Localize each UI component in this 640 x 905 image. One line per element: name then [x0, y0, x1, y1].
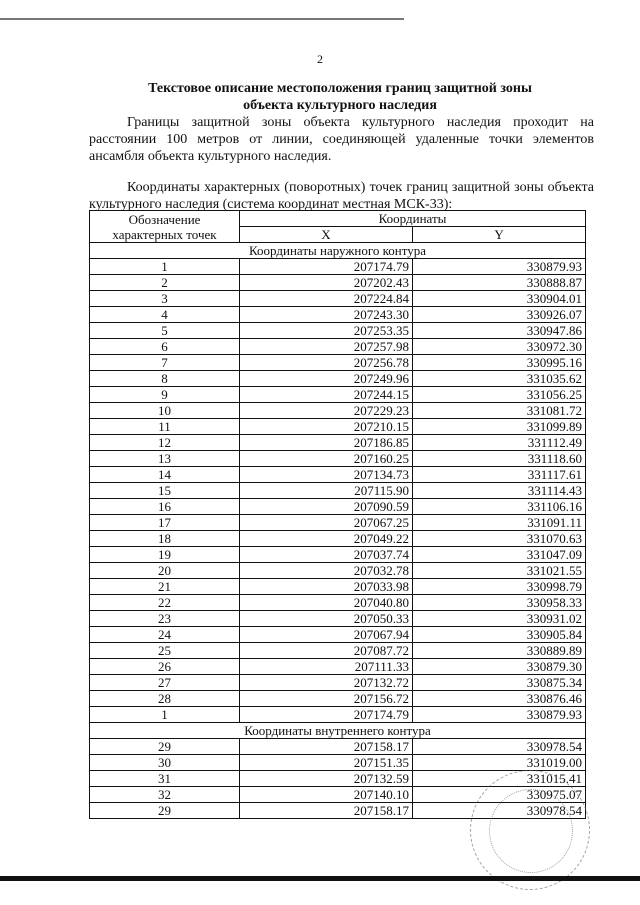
coordinates-intro: Координаты характерных (поворотных) точек границ защитной зоны объекта культурного наследия (система координат местная МСК-33): — [89, 180, 594, 212]
table-row — [90, 451, 586, 467]
header-row — [90, 211, 586, 227]
table-row — [90, 659, 586, 675]
header-designation: Обозначение характерных точек — [90, 211, 240, 243]
coord-y: 330998.79 — [413, 579, 586, 595]
coord-y: 330972.30 — [413, 339, 586, 355]
section-title-row — [90, 243, 586, 259]
point-number: 7 — [90, 355, 240, 371]
table-row — [90, 675, 586, 691]
coordinates-table — [89, 210, 586, 819]
scan-top-line — [0, 18, 404, 20]
coord-y: 330879.93 — [413, 259, 586, 275]
coord-x: 207037.74 — [240, 547, 413, 563]
table-row — [90, 707, 586, 723]
point-number: 29 — [90, 803, 240, 819]
coord-y: 330879.93 — [413, 707, 586, 723]
coord-x: 207256.78 — [240, 355, 413, 371]
table-row — [90, 355, 586, 371]
table-row — [90, 387, 586, 403]
point-number: 24 — [90, 627, 240, 643]
table-row — [90, 419, 586, 435]
table-row — [90, 755, 586, 771]
table-row — [90, 739, 586, 755]
coord-x: 207186.85 — [240, 435, 413, 451]
coord-x: 207132.59 — [240, 771, 413, 787]
coord-y: 330995.16 — [413, 355, 586, 371]
coord-y: 331015.41 — [413, 771, 586, 787]
coord-x: 207049.22 — [240, 531, 413, 547]
table-row — [90, 531, 586, 547]
coord-x: 207050.33 — [240, 611, 413, 627]
table-row — [90, 307, 586, 323]
coord-y: 331019.00 — [413, 755, 586, 771]
point-number: 19 — [90, 547, 240, 563]
coord-y: 330931.02 — [413, 611, 586, 627]
official-seal-stamp — [470, 770, 590, 890]
coord-x: 207174.79 — [240, 259, 413, 275]
coord-x: 207202.43 — [240, 275, 413, 291]
coord-x: 207033.98 — [240, 579, 413, 595]
table-row — [90, 291, 586, 307]
title-line-1: Текстовое описание местоположения границ защитной зоны — [148, 81, 532, 96]
coord-y: 330875.34 — [413, 675, 586, 691]
header-y: Y — [413, 227, 586, 243]
coord-x: 207257.98 — [240, 339, 413, 355]
coord-y: 330905.84 — [413, 627, 586, 643]
coord-x: 207115.90 — [240, 483, 413, 499]
coord-y: 330876.46 — [413, 691, 586, 707]
table-row — [90, 691, 586, 707]
point-number: 8 — [90, 371, 240, 387]
coord-y: 331035.62 — [413, 371, 586, 387]
coord-y: 330888.87 — [413, 275, 586, 291]
coord-x: 207160.25 — [240, 451, 413, 467]
point-number: 28 — [90, 691, 240, 707]
coord-y: 330879.30 — [413, 659, 586, 675]
point-number: 31 — [90, 771, 240, 787]
point-number: 18 — [90, 531, 240, 547]
point-number: 9 — [90, 387, 240, 403]
table-row — [90, 515, 586, 531]
table-row — [90, 435, 586, 451]
point-number: 6 — [90, 339, 240, 355]
coord-x: 207040.80 — [240, 595, 413, 611]
table-row — [90, 563, 586, 579]
point-number: 22 — [90, 595, 240, 611]
title-line-2: объекта культурного наследия — [243, 98, 437, 113]
point-number: 1 — [90, 707, 240, 723]
header-x: X — [240, 227, 413, 243]
point-number: 12 — [90, 435, 240, 451]
coord-x: 207067.25 — [240, 515, 413, 531]
point-number: 30 — [90, 755, 240, 771]
table-row — [90, 259, 586, 275]
coord-y: 331070.63 — [413, 531, 586, 547]
coord-x: 207032.78 — [240, 563, 413, 579]
point-number: 27 — [90, 675, 240, 691]
coord-x: 207090.59 — [240, 499, 413, 515]
point-number: 16 — [90, 499, 240, 515]
point-number: 23 — [90, 611, 240, 627]
coord-x: 207156.72 — [240, 691, 413, 707]
table-row — [90, 627, 586, 643]
point-number: 14 — [90, 467, 240, 483]
coord-x: 207229.23 — [240, 403, 413, 419]
coord-x: 207111.33 — [240, 659, 413, 675]
point-number: 20 — [90, 563, 240, 579]
coord-x: 207243.30 — [240, 307, 413, 323]
coord-x: 207253.35 — [240, 323, 413, 339]
point-number: 17 — [90, 515, 240, 531]
coord-y: 330889.89 — [413, 643, 586, 659]
coord-y: 331112.49 — [413, 435, 586, 451]
coord-x: 207132.72 — [240, 675, 413, 691]
coord-x: 207151.35 — [240, 755, 413, 771]
point-number: 32 — [90, 787, 240, 803]
coord-y: 330975.07 — [413, 787, 586, 803]
coord-y: 331021.55 — [413, 563, 586, 579]
header-coordinates: Координаты — [240, 211, 586, 227]
table-row — [90, 547, 586, 563]
coord-y: 331106.16 — [413, 499, 586, 515]
point-number: 3 — [90, 291, 240, 307]
table-row — [90, 275, 586, 291]
table-row — [90, 323, 586, 339]
point-number: 5 — [90, 323, 240, 339]
coord-y: 331114.43 — [413, 483, 586, 499]
point-number: 11 — [90, 419, 240, 435]
coord-x: 207087.72 — [240, 643, 413, 659]
table-row — [90, 371, 586, 387]
coord-x: 207140.10 — [240, 787, 413, 803]
point-number: 26 — [90, 659, 240, 675]
point-number: 15 — [90, 483, 240, 499]
point-number: 25 — [90, 643, 240, 659]
table-row — [90, 467, 586, 483]
coord-y: 331099.89 — [413, 419, 586, 435]
point-number: 4 — [90, 307, 240, 323]
coord-x: 207134.73 — [240, 467, 413, 483]
point-number: 13 — [90, 451, 240, 467]
table-row — [90, 483, 586, 499]
coord-x: 207158.17 — [240, 739, 413, 755]
point-number: 10 — [90, 403, 240, 419]
table-row — [90, 499, 586, 515]
table-row — [90, 403, 586, 419]
table-row — [90, 339, 586, 355]
section-title: Координаты наружного контура — [90, 243, 586, 259]
coord-y: 331117.61 — [413, 467, 586, 483]
coord-x: 207249.96 — [240, 371, 413, 387]
coord-y: 330947.86 — [413, 323, 586, 339]
table-row — [90, 579, 586, 595]
table-row — [90, 595, 586, 611]
coord-y: 331118.60 — [413, 451, 586, 467]
boundary-description: Границы защитной зоны объекта культурного наследия проходит на расстоянии 100 метров от линии, соединяющей удаленные точки элементов ансамбля объекта культурного наследия. — [89, 115, 594, 164]
coord-y: 330926.07 — [413, 307, 586, 323]
coord-y: 330978.54 — [413, 739, 586, 755]
coord-y: 330978.54 — [413, 803, 586, 819]
coord-x: 207224.84 — [240, 291, 413, 307]
coord-x: 207067.94 — [240, 627, 413, 643]
section-title: Координаты внутреннего контура — [90, 723, 586, 739]
coord-y: 331081.72 — [413, 403, 586, 419]
table-row — [90, 611, 586, 627]
scan-bottom-edge — [0, 876, 640, 881]
coord-y: 331056.25 — [413, 387, 586, 403]
section-title-row — [90, 723, 586, 739]
coord-y: 330904.01 — [413, 291, 586, 307]
coord-x: 207158.17 — [240, 803, 413, 819]
coord-x: 207244.15 — [240, 387, 413, 403]
coord-y: 331091.11 — [413, 515, 586, 531]
point-number: 2 — [90, 275, 240, 291]
coord-y: 330958.33 — [413, 595, 586, 611]
coord-x: 207174.79 — [240, 707, 413, 723]
page-number: 2 — [317, 52, 323, 66]
coord-y: 331047.09 — [413, 547, 586, 563]
point-number: 21 — [90, 579, 240, 595]
point-number: 1 — [90, 259, 240, 275]
seal-inner-ring — [489, 789, 573, 873]
table-row — [90, 643, 586, 659]
document-title — [90, 80, 590, 114]
coord-x: 207210.15 — [240, 419, 413, 435]
point-number: 29 — [90, 739, 240, 755]
